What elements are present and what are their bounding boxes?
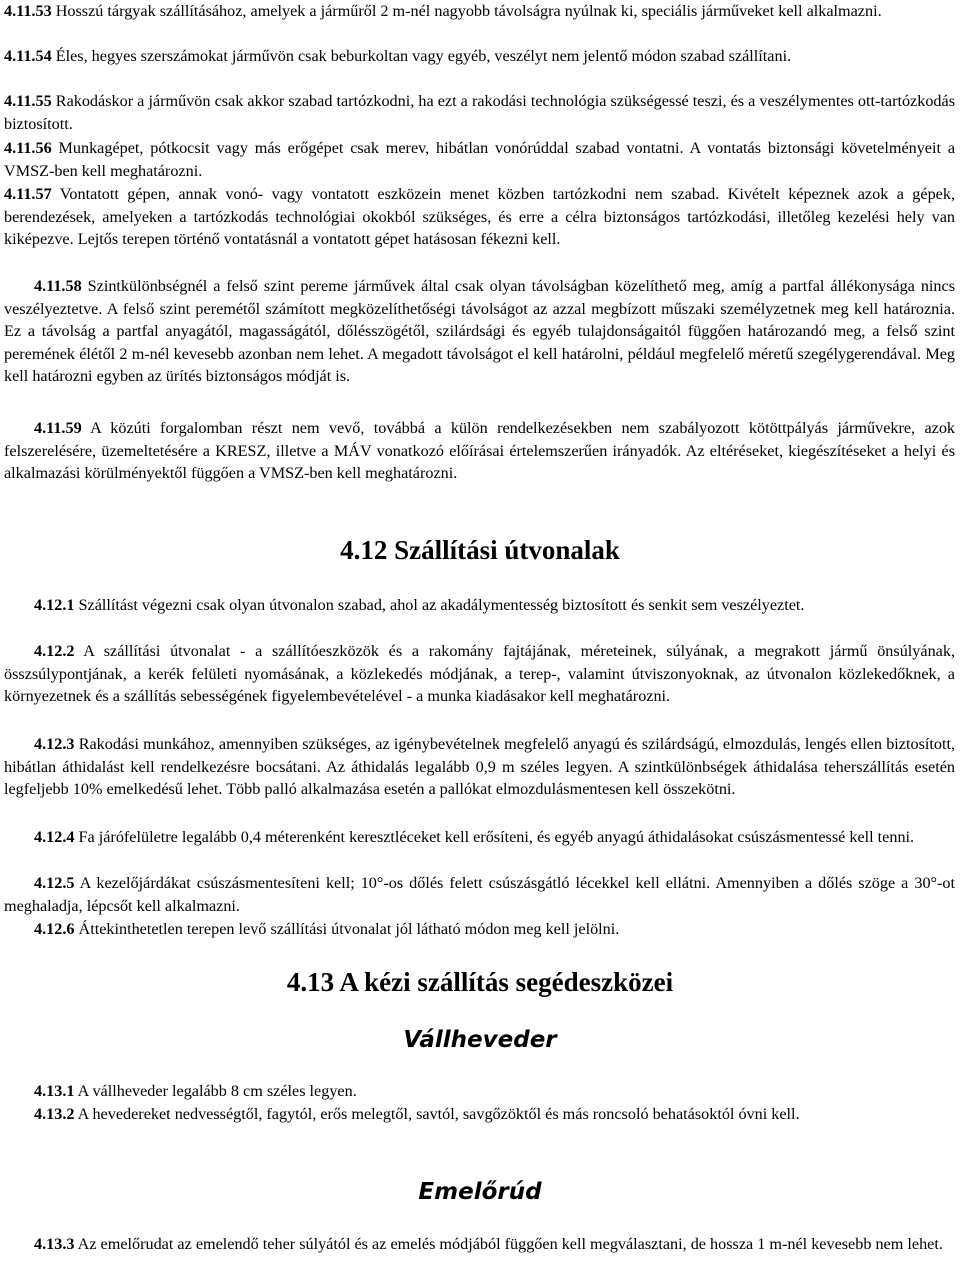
section-number: 4.12.6 [34,920,75,938]
paragraph-text: Szintkülönbségnél a felső szint pereme járművek által csak olyan távolságban közelíthető meg, amíg a partfal állékonysága nincs veszélyeztetve. A felső szint peremétől számított megközelíthetőségi távolságot az azzal megbízott műszaki személyzetnek meg kell határoznia. Ez a távolság a partfal anyagától, magasságától, dőlésszögétől, szilárdsági és egyéb tulajdonságaitól függően határozandó meg, a felső szint peremének élétől 2 m-nél kevesebb azonban nem lehet. A megadott távolságot el kell határolni, például megfelelő méretű szegélygerendával. Meg kell határozni egyben az ürítés biztonságos módját is. [4,277,955,385]
section-number: 4.13.1 [34,1082,75,1100]
section-number: 4.13.2 [34,1105,75,1123]
section-number: 4.11.56 [4,139,52,157]
section-number: 4.12.2 [34,642,75,660]
paragraph-4-11-53 [4,0,955,23]
paragraph-text: A szállítási útvonalat - a szállítóeszközök és a rakomány fajtájának, méreteinek, súlyának, a megrakott jármű önsúlyának, összsúlypontjának, a kerék felületi nyomásának, a közlekedés módjának, a terep-, valamint útviszonyoknak, az útvonalon közlekedőknek, a környezetnek és a szállítás sebességének figyelembevételével - a munka kiadásakor kell meghatározni. [4,642,955,705]
paragraph-text: Fa járófelületre legalább 0,4 méterenként keresztléceket kell erősíteni, és egyéb anyagú áthidalásokat csúszásmentessé kell tenni. [78,828,915,846]
paragraph-4-12-4 [4,826,955,849]
paragraph-text: Rakodási munkához, amennyiben szükséges, az igénybevételnek megfelelő anyagú és szilárdságú, elmozdulás, lengés ellen biztosított, hibátlan áthidalást kell rendelkezésre bocsátani. Az áthidalás legalább 0,9 m széles legyen. A szintkülönbségek áthidalása teherszállítás esetén legfeljebb 10% emelkedésű lehet. Több palló alkalmazása esetén a pallókat elmozdulásmentesen kell összekötni. [4,735,955,798]
paragraph-text: Áttekinthetetlen terepen levő szállítási útvonalat jól látható módon meg kell jelölni. [78,920,620,938]
section-number: 4.12.3 [34,735,75,753]
section-number: 4.11.58 [34,277,82,295]
section-number: 4.12.1 [34,596,75,614]
section-number: 4.11.57 [4,185,52,203]
section-number: 4.11.53 [4,2,52,20]
section-number: 4.12.4 [34,828,75,846]
section-number: 4.11.54 [4,47,52,65]
paragraph-4-12-5 [4,872,955,917]
paragraph-text: Hosszú tárgyak szállításához, amelyek a járműről 2 m-nél nagyobb távolságra nyúlnak ki, speciális járműveket kell alkalmazni. [55,2,882,20]
subheading-vallheveder: Vállheveder [403,1027,557,1053]
section-heading-4-12: 4.12 Szállítási útvonalak [340,535,620,565]
paragraph-text: Az emelőrudat az emelendő teher súlyától és az emelés módjából függően kell megválasztani, de hossza 1 m-nél kevesebb nem lehet. [77,1235,943,1253]
paragraph-4-11-55 [4,90,955,135]
paragraph-4-13-2 [4,1103,955,1126]
paragraph-text: Vontatott gépen, annak vonó- vagy vontatott eszközein menet közben tartózkodni nem szabad. Kivételt képeznek azok a gépek, berendezések, amelyeken a tartózkodás technológiai okokból szükséges, és erre a célra biztonságos tartózkodási, illetőleg kezelési hely van kiképezve. Lejtős terepen történő vontatásnál a vontatott gépet hatásosan fékezni kell. [4,185,955,248]
paragraph-4-12-2 [4,640,955,708]
paragraph-text: A vállheveder legalább 8 cm széles legyen. [77,1082,357,1100]
paragraph-4-12-6 [4,918,955,941]
section-number: 4.11.59 [34,419,82,437]
paragraph-text: A hevedereket nedvességtől, fagytól, erős melegtől, savtól, savgőzöktől és más roncsoló behatásoktól óvni kell. [77,1105,800,1123]
paragraph-4-12-3 [4,733,955,801]
subheading-emelorud: Emelőrúd [418,1179,542,1205]
paragraph-text: A közúti forgalomban részt nem vevő, továbbá a külön rendelkezésekben nem szabályozott kötöttpályás járművekre, azok felszerelésére, üzemeltetésére a KRESZ, illetve a MÁV vonatkozó előírásai értelemszerűen irányadók. Az eltéréseket, kiegészítéseket a helyi és alkalmazási körülményektől függően a VMSZ-ben kell meghatározni. [4,419,956,482]
paragraph-4-11-59 [4,417,955,485]
paragraph-text: A kezelőjárdákat csúszásmentesíteni kell; 10°-os dőlés felett csúszásgátló lécekkel kell ellátni. Amennyiben a dőlés szöge a 30°-ot meghaladja, lépcsőt kell alkalmazni. [4,874,956,915]
paragraph-text: Éles, hegyes szerszámokat járművön csak beburkoltan vagy egyéb, veszélyt nem jelentő módon szabad szállítani. [55,47,792,65]
section-number: 4.12.5 [34,874,75,892]
section-number: 4.11.55 [4,92,52,110]
paragraph-4-11-57 [4,183,955,251]
paragraph-text: Szállítást végezni csak olyan útvonalon szabad, ahol az akadálymentesség biztosított és senkit sem veszélyeztet. [78,596,805,614]
section-number: 4.13.3 [34,1235,75,1253]
paragraph-4-11-56 [4,137,955,182]
paragraph-4-12-1 [4,594,955,617]
paragraph-text: Munkagépet, pótkocsit vagy más erőgépet csak merev, hibátlan vonórúddal szabad vontatni. A vontatás biztonsági követelményeit a VMSZ-ben kell meghatározni. [4,139,955,180]
paragraph-4-13-1 [4,1080,955,1103]
paragraph-4-11-58 [4,275,955,388]
paragraph-4-11-54 [4,45,955,68]
section-heading-4-13: 4.13 A kézi szállítás segédeszközei [286,967,674,997]
paragraph-text: Rakodáskor a járművön csak akkor szabad tartózkodni, ha ezt a rakodási technológia szükségessé teszi, és a veszélymentes ott-tartózkodás biztosított. [4,92,955,133]
paragraph-4-13-3 [4,1233,955,1256]
